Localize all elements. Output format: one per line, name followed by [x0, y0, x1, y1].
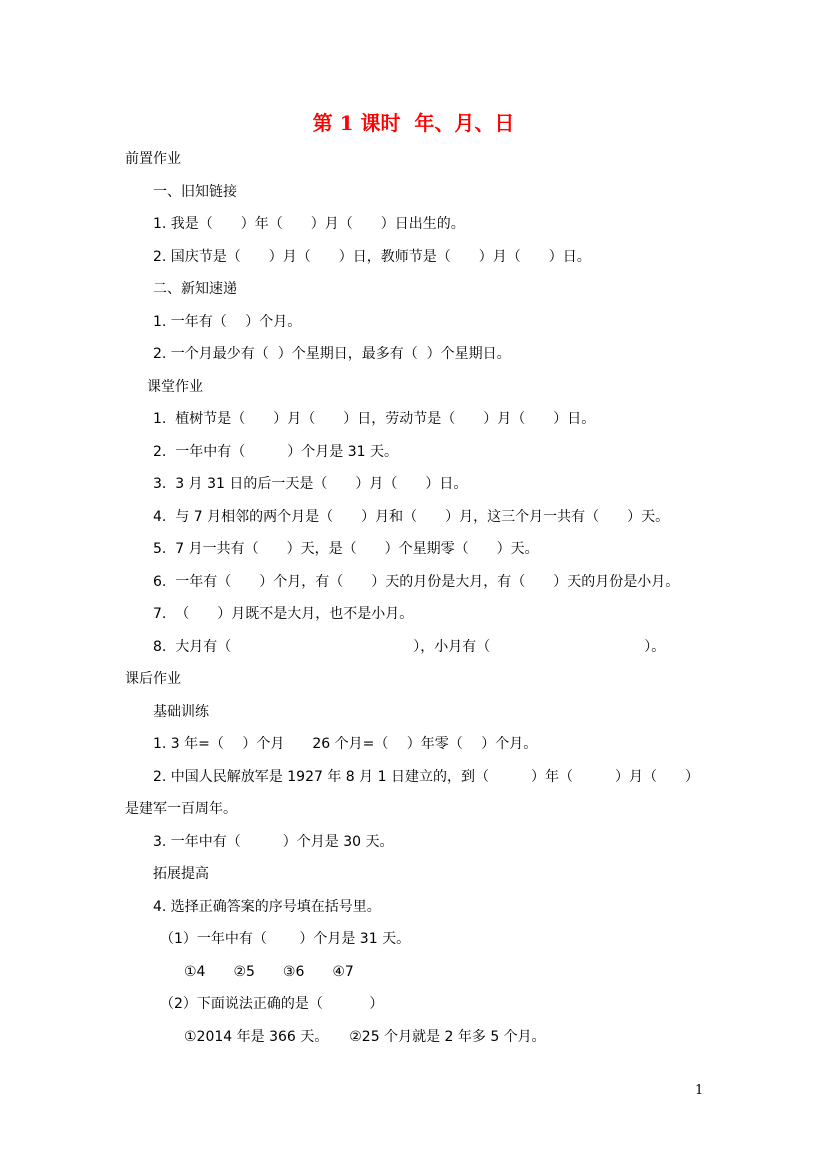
section-heading-classwork: 课堂作业 [147, 379, 203, 395]
sub-question-text: （1）一年中有（ ）个月是 31 天。 [160, 931, 411, 947]
question-text: 3. 一年中有（ ）个月是 30 天。 [153, 834, 394, 850]
question-text: 8. 大月有（ ），小月有（ ）。 [153, 639, 666, 655]
question-text-continued: 是建军一百周年。 [125, 801, 237, 817]
question-text: 4. 选择正确答案的序号填在括号里。 [153, 899, 381, 915]
question-text: 2. 一年中有（ ）个月是 31 天。 [153, 444, 398, 460]
question-text: 1. 3 年=（ ）个月 26 个月=（ ）年零（ ）个月。 [153, 736, 538, 752]
question-text: 2. 中国人民解放军是 1927 年 8 月 1 日建立的，到（ ）年（ ）月（ ） [153, 769, 699, 785]
page-title: 第 1 课时 年、月、日 [312, 111, 515, 135]
question-text: 6. 一年有（ ）个月，有（ ）天的月份是大月，有（ ）天的月份是小月。 [153, 574, 680, 590]
question-text: 1. 植树节是（ ）月（ ）日，劳动节是（ ）月（ ）日。 [153, 411, 596, 427]
question-text: 1. 我是（ ）年（ ）月（ ）日出生的。 [153, 216, 465, 232]
question-text: 7. （ ）月既不是大月，也不是小月。 [153, 606, 414, 622]
section-heading-preview: 前置作业 [125, 151, 181, 167]
question-text: 1. 一年有（ ）个月。 [153, 314, 302, 330]
subsection-heading-new: 二、新知速递 [153, 281, 237, 297]
question-text: 4. 与 7 月相邻的两个月是（ ）月和（ ）月，这三个月一共有（ ）天。 [153, 509, 670, 525]
subsection-heading-review: 一、旧知链接 [153, 184, 237, 200]
page-number: 1 [695, 1083, 704, 1098]
sub-question-text: （2）下面说法正确的是（ ） [160, 996, 384, 1012]
answer-options: ①2014 年是 366 天。 ②25 个月就是 2 年多 5 个月。 [184, 1029, 546, 1045]
question-text: 2. 一个月最少有（ ）个星期日，最多有（ ）个星期日。 [153, 346, 511, 362]
question-text: 3. 3 月 31 日的后一天是（ ）月（ ）日。 [153, 476, 468, 492]
section-heading-homework: 课后作业 [125, 671, 181, 687]
answer-options: ①4 ②5 ③6 ④7 [184, 964, 354, 980]
subsection-heading-extension: 拓展提高 [153, 866, 209, 882]
question-text: 2. 国庆节是（ ）月（ ）日，教师节是（ ）月（ ）日。 [153, 249, 591, 265]
subsection-heading-basic: 基础训练 [153, 704, 209, 720]
question-text: 5. 7 月一共有（ ）天，是（ ）个星期零（ ）天。 [153, 541, 539, 557]
